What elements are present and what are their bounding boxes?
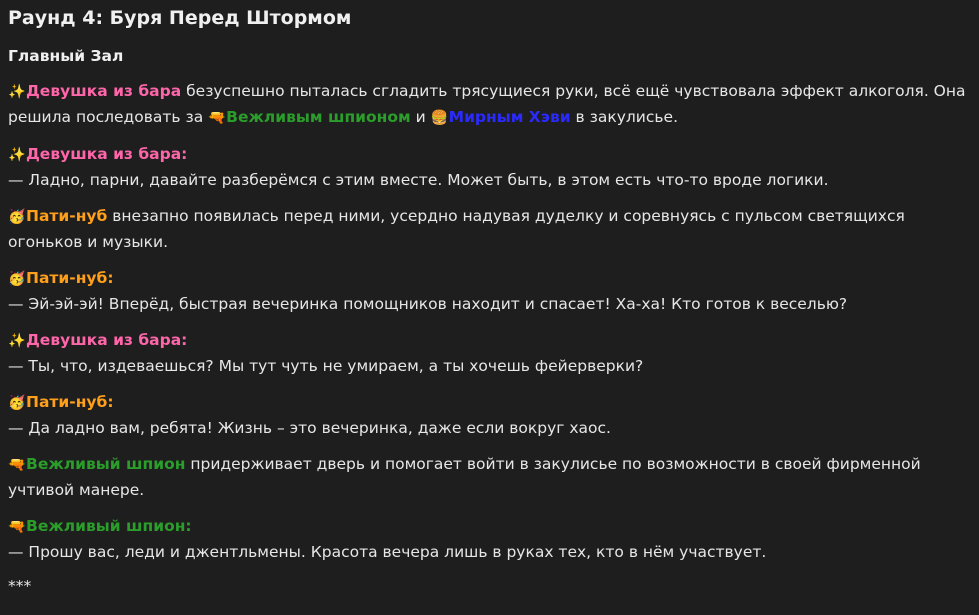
party-face-icon: 🥳 [8, 395, 26, 411]
character-name-partynoob: Пати-нуб [26, 207, 108, 225]
dialogue-block-4 [8, 390, 971, 441]
narration-paragraph-2 [8, 204, 971, 255]
water-pistol-icon: 🔫 [208, 110, 226, 126]
water-pistol-icon: 🔫 [8, 519, 26, 535]
narration-paragraph-3 [8, 452, 971, 503]
sparkles-icon: ✨ [8, 333, 26, 349]
dialogue-line: — Эй-эй-эй! Вперёд, быстрая вечеринка помощников находит и спасает! Ха-ха! Кто готов к веселью? [8, 295, 848, 313]
location-subtitle: Главный Зал [8, 47, 124, 65]
water-pistol-icon: 🔫 [8, 457, 26, 473]
dialogue-block-1 [8, 142, 971, 193]
speaker-barmaid: Девушка из бара: [26, 145, 188, 163]
burger-icon: 🍔 [430, 110, 449, 126]
party-face-icon: 🥳 [8, 209, 26, 225]
dialogue-line: — Ты, что, издеваешься? Мы тут чуть не умираем, а ты хочешь фейерверки? [8, 357, 644, 375]
dialogue-block-3 [8, 328, 971, 379]
dialogue-line: — Да ладно вам, ребята! Жизнь – это вечеринка, даже если вокруг хаос. [8, 419, 611, 437]
narration-text: в закулисье. [570, 108, 678, 126]
narration-text: безуспешно пыталась сгладить трясущиеся руки, всё ещё чувствовала эффект алкоголя. Она решила последовать за [8, 82, 966, 126]
narration-text: и [410, 108, 431, 126]
sparkles-icon: ✨ [8, 147, 26, 163]
sparkles-icon: ✨ [8, 84, 26, 100]
party-face-icon: 🥳 [8, 271, 26, 287]
dialogue-line: — Прошу вас, леди и джентльмены. Красота вечера лишь в руках тех, кто в нём участвует. [8, 543, 767, 561]
speaker-barmaid: Девушка из бара: [26, 331, 188, 349]
speaker-spy: Вежливый шпион: [26, 517, 192, 535]
speaker-partynoob: Пати-нуб: [26, 393, 114, 411]
character-name-havi: Мирным Хэви [448, 108, 571, 126]
dialogue-block-5 [8, 514, 971, 565]
character-name-spy: Вежливый шпион [26, 455, 186, 473]
character-name-barmaid: Девушка из бара [26, 82, 182, 100]
character-name-spy: Вежливым шпионом [226, 108, 411, 126]
narration-text: внезапно появилась перед ними, усердно надувая дуделку и соревнуясь с пульсом светящихся огоньков и музыки. [8, 207, 905, 251]
section-separator: *** [8, 577, 32, 595]
narration-paragraph-1 [8, 79, 971, 131]
dialogue-block-2 [8, 266, 971, 317]
round-title: Раунд 4: Буря Перед Штормом [8, 7, 352, 29]
dialogue-line: — Ладно, парни, давайте разберёмся с этим вместе. Может быть, в этом есть что-то вроде логики. [8, 171, 829, 189]
narration-text: придерживает дверь и помогает войти в закулисье по возможности в своей фирменной учтивой манере. [8, 455, 921, 499]
speaker-partynoob: Пати-нуб: [26, 269, 114, 287]
